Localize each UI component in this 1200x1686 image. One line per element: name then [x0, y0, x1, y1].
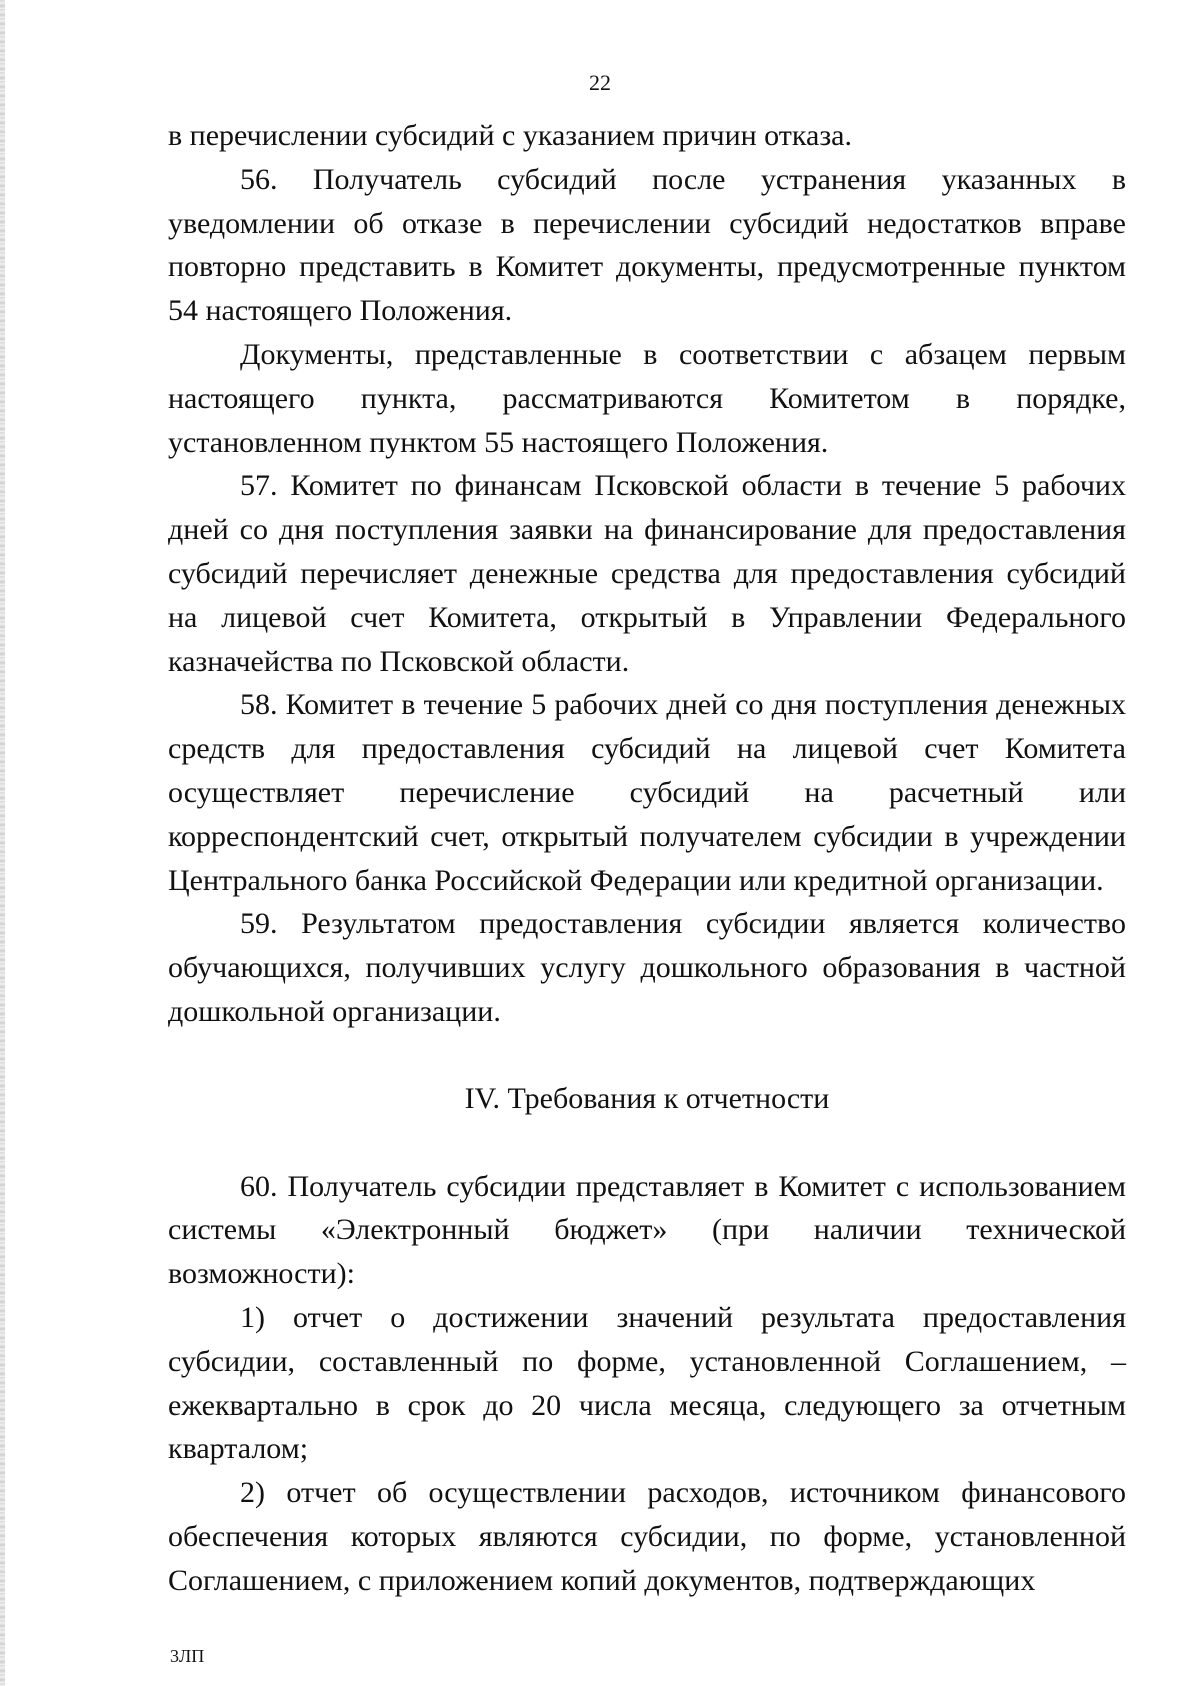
footer-code: 3ЛП [170, 1646, 205, 1666]
section-heading: IV. Требования к отчетности [464, 1081, 830, 1115]
paragraph-56-second: Документы, представленные в соответствии с абзацем первым настоящего пункта, рассматриваются Комитетом в порядке, установленном пунктом 55 настоящего Положения. [168, 337, 1126, 459]
paragraph-56: 56. Получатель субсидий после устранения указанных в уведомлении об отказе в перечислении субсидий недостатков вправе повторно представить в Комитет документы, предусмотренные пунктом 54 настоящего Положения. [168, 162, 1126, 328]
paragraph-59: 59. Результатом предоставления субсидии является количество обучающихся, получивших услугу дошкольного образования в частной дошкольной организации. [168, 907, 1126, 1028]
paragraph-60-item-1: 1) отчет о достижении значений результата предоставления субсидии, составленный по форме, установленной Соглашением, – ежеквартально в срок до 20 числа месяца, следующего за отчетным кварталом; [168, 1300, 1126, 1466]
scan-edge [0, 0, 5, 1686]
paragraph-58: 58. Комитет в течение 5 рабочих дней со дня поступления денежных средств для предоставления субсидий на лицевой счет Комитета осуществляет перечисление субсидий на расчетный или корреспондентский счет, открытый получателем субсидии в учреждении Центрального банка Российской Федерации или кредитной организации. [168, 688, 1126, 897]
document-body [168, 114, 1126, 1603]
paragraph-57: 57. Комитет по финансам Псковской области в течение 5 рабочих дней со дня поступления заявки на финансирование для предоставления субсидий перечисляет денежные средства для предоставления субсидий на лицевой счет Комитета, открытый в Управлении Федерального казначейства по Псковской области. [168, 469, 1126, 678]
page-number: 22 [589, 70, 611, 95]
paragraph-60-item-2: 2) отчет об осуществлении расходов, источником финансового обеспечения которых являются субсидии, по форме, установленной Соглашением, с приложением копий документов, подтверждающих [168, 1476, 1126, 1597]
paragraph-continuation: в перечислении субсидий с указанием причин отказа. [168, 119, 852, 152]
paragraph-60: 60. Получатель субсидии представляет в Комитет с использованием системы «Электронный бюджет» (при наличии технической возможности): [168, 1169, 1126, 1291]
